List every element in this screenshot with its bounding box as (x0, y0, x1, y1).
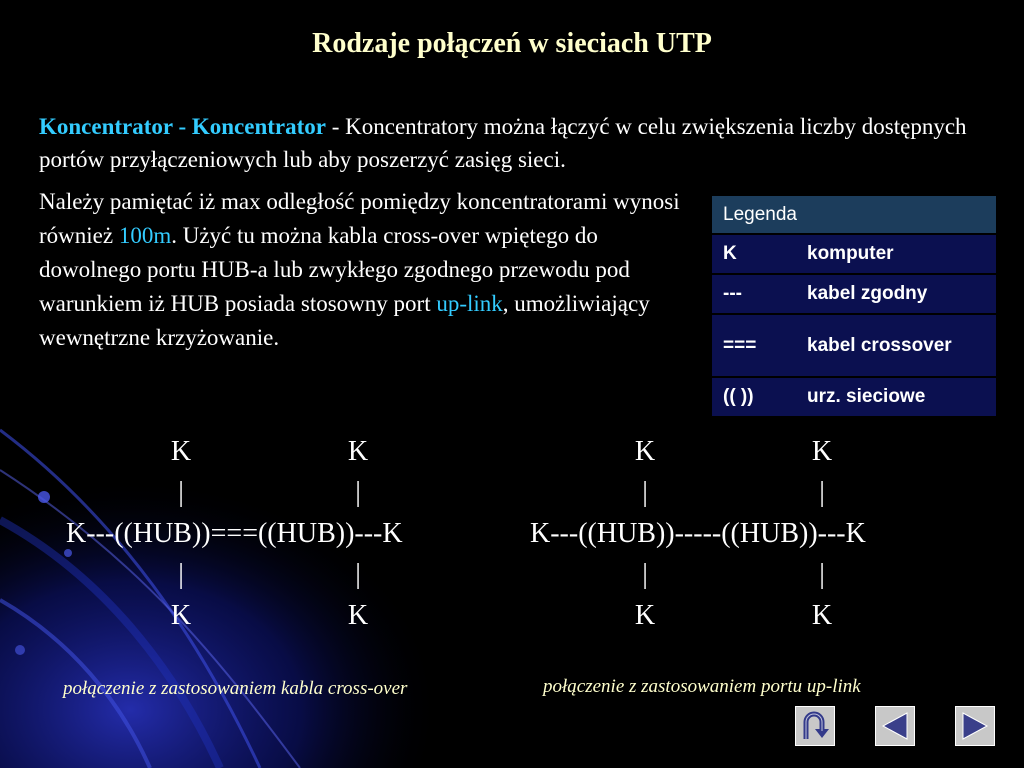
legend-meaning: kabel zgodny (796, 274, 996, 314)
legend-table (712, 196, 996, 416)
note-part3: , umożliwiający wewnętrzne krzyżowanie. (39, 291, 650, 350)
legend-row (712, 274, 996, 314)
connector-line: | (355, 559, 361, 590)
legend-meaning: urz. sieciowe (796, 377, 996, 416)
connector-line: | (178, 477, 184, 508)
connector-line: | (178, 559, 184, 590)
crossover-diagram (66, 432, 486, 642)
legend-header: Legenda (712, 196, 996, 234)
node-k: K (634, 436, 656, 467)
legend-symbol: K (712, 234, 796, 274)
legend-symbol: === (712, 314, 796, 377)
legend-meaning: kabel crossover (796, 314, 996, 377)
note-uplink: up-link (436, 291, 503, 316)
connector-line: | (819, 477, 825, 508)
legend-symbol: (( )) (712, 377, 796, 416)
legend-symbol: --- (712, 274, 796, 314)
connector-line: | (819, 559, 825, 590)
connector-line: | (355, 477, 361, 508)
return-button[interactable] (795, 706, 835, 746)
node-k: K (634, 600, 656, 631)
legend-row (712, 377, 996, 416)
intro-heading: Koncentrator - Koncentrator (39, 114, 326, 139)
node-k: K (170, 600, 192, 631)
node-k: K (811, 436, 833, 467)
intro-text: - Koncentratory można łączyć w celu zwiększenia liczby dostępnych portów przyłączeniowych lub aby poszerzyć zasięg sieci. (39, 114, 967, 172)
node-k: K (811, 600, 833, 631)
legend-row (712, 314, 996, 377)
note-distance: 100m (118, 223, 172, 248)
connector-line: | (642, 559, 648, 590)
caption-crossover: połączenie z zastosowaniem kabla cross-over (63, 678, 408, 699)
uplink-diagram (530, 432, 950, 642)
node-k: K (347, 436, 369, 467)
next-slide-button[interactable] (955, 706, 995, 746)
u-turn-arrow-icon (796, 707, 834, 745)
triangle-right-icon (956, 707, 994, 745)
node-k: K (347, 600, 369, 631)
node-k: K (170, 436, 192, 467)
connector-line: | (642, 477, 648, 508)
page-title: Rodzaje połączeń w sieciach UTP (312, 28, 712, 59)
previous-slide-button[interactable] (875, 706, 915, 746)
note-part1: Należy pamiętać iż max odległość pomiędzy koncentratorami wynosi również (39, 189, 680, 248)
caption-uplink: połączenie z zastosowaniem portu up-link (543, 676, 861, 697)
legend-row (712, 234, 996, 274)
triangle-left-icon (876, 707, 914, 745)
legend-meaning: komputer (796, 234, 996, 274)
note-paragraph (39, 185, 689, 355)
diagram-middle-row: K---((HUB))-----((HUB))---K (530, 518, 866, 549)
diagram-middle-row: K---((HUB))===((HUB))---K (66, 518, 403, 549)
intro-paragraph (39, 110, 999, 176)
note-part2: . Użyć tu można kabla cross-over wpiętego do dowolnego portu HUB-a lub zwykłego zgodnego przewodu pod warunkiem iż HUB posiada stosowny port (39, 223, 630, 316)
